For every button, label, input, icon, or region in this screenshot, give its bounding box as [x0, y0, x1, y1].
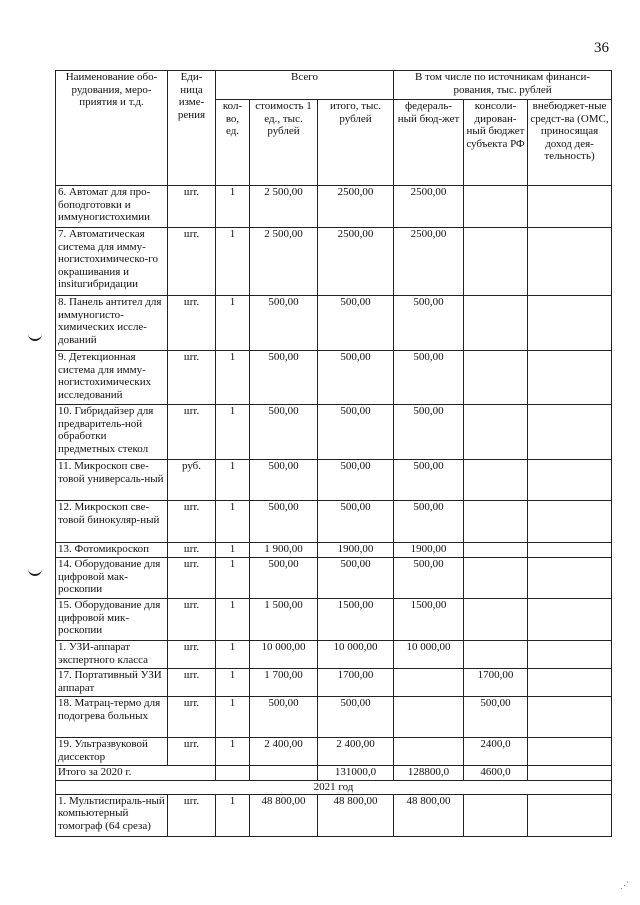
- cell-federal: [394, 738, 464, 766]
- cell-unit: шт.: [168, 351, 216, 405]
- cell-offbudget: [528, 599, 612, 641]
- totals-federal: 128800,0: [394, 766, 464, 781]
- table-row: [56, 351, 612, 405]
- cell-offbudget: [528, 405, 612, 460]
- cell-consolidated: [464, 599, 528, 641]
- cell-qty: 1: [216, 501, 250, 543]
- cell-name: 10. Гибридайзер для предваритель-ной обработки предметных стекол: [56, 405, 168, 460]
- cell-qty: 1: [216, 405, 250, 460]
- section-row: [56, 781, 612, 795]
- cell-unit: шт.: [168, 599, 216, 641]
- totals-consolidated: 4600,0: [464, 766, 528, 781]
- cell-qty: 1: [216, 460, 250, 501]
- cell-unit: шт.: [168, 738, 216, 766]
- table-row: [56, 501, 612, 543]
- cell-total: 500,00: [318, 296, 394, 351]
- cell-federal: 2500,00: [394, 228, 464, 296]
- cell-name: 6. Автомат для про-боподготовки и иммуногистохимии: [56, 186, 168, 228]
- cell-unit: шт.: [168, 296, 216, 351]
- cell-name: 8. Панель антител для иммуногисто-химических иссле-дований: [56, 296, 168, 351]
- cell-consolidated: [464, 186, 528, 228]
- cell-consolidated: [464, 501, 528, 543]
- page-number: 36: [594, 40, 609, 56]
- cell-offbudget: [528, 228, 612, 296]
- cell-unit: шт.: [168, 405, 216, 460]
- cell-unit: шт.: [168, 228, 216, 296]
- cell-qty: 1: [216, 351, 250, 405]
- cell-unit-cost: 500,00: [250, 558, 318, 599]
- cell-unit-cost: 500,00: [250, 697, 318, 738]
- table-row: [56, 738, 612, 766]
- table-row: [56, 296, 612, 351]
- cell-offbudget: [528, 669, 612, 697]
- table-row: [56, 186, 612, 228]
- table-row: [56, 558, 612, 599]
- cell-unit-cost: 2 400,00: [250, 738, 318, 766]
- cell-unit: шт.: [168, 186, 216, 228]
- cell-offbudget: [528, 697, 612, 738]
- cell-total: 500,00: [318, 405, 394, 460]
- cell-federal: 500,00: [394, 460, 464, 501]
- cell-consolidated: [464, 641, 528, 669]
- cell-offbudget: [528, 738, 612, 766]
- cell-unit: шт.: [168, 501, 216, 543]
- cell-name: 9. Детекционная система для имму-ногистохимических исследований: [56, 351, 168, 405]
- table-row: [56, 641, 612, 669]
- table-row: [56, 669, 612, 697]
- col-header-unit-cost: стоимость 1 ед., тыс. рублей: [250, 100, 318, 186]
- cell-consolidated: [464, 558, 528, 599]
- cell-consolidated: [464, 460, 528, 501]
- cell-federal: 500,00: [394, 296, 464, 351]
- cell-federal: [394, 669, 464, 697]
- cell-qty: 1: [216, 697, 250, 738]
- cell-name: 14. Оборудование для цифровой мак-роскопии: [56, 558, 168, 599]
- cell-consolidated: 1700,00: [464, 669, 528, 697]
- col-header-unit: Еди-ница изме-рения: [168, 71, 216, 186]
- col-header-offbudget: внебюджет-ные средст-ва (ОМС, приносящая доход дея-тельность): [528, 100, 612, 186]
- cell-consolidated: [464, 794, 528, 836]
- table-row: [56, 599, 612, 641]
- cell-consolidated: [464, 228, 528, 296]
- table-row: [56, 697, 612, 738]
- totals-total: 131000,0: [318, 766, 394, 781]
- cell-unit-cost: 10 000,00: [250, 641, 318, 669]
- cell-federal: 500,00: [394, 351, 464, 405]
- cell-qty: 1: [216, 186, 250, 228]
- cell-offbudget: [528, 794, 612, 836]
- cell-offbudget: [528, 543, 612, 558]
- cell-unit-cost: 1 700,00: [250, 669, 318, 697]
- cell-total: 48 800,00: [318, 794, 394, 836]
- cell-consolidated: 500,00: [464, 697, 528, 738]
- cell-offbudget: [528, 351, 612, 405]
- cell-unit-cost: 2 500,00: [250, 228, 318, 296]
- cell-total: 500,00: [318, 351, 394, 405]
- cell-federal: 500,00: [394, 405, 464, 460]
- cell-unit-cost: 2 500,00: [250, 186, 318, 228]
- cell-qty: 1: [216, 738, 250, 766]
- cell-offbudget: [528, 186, 612, 228]
- cell-name: 12. Микроскоп све-товой бинокуляр-ный: [56, 501, 168, 543]
- cell-unit-cost: 48 800,00: [250, 794, 318, 836]
- col-header-sources: В том числе по источникам финанси-рования, тыс. рублей: [394, 71, 612, 100]
- cell-qty: 1: [216, 794, 250, 836]
- cell-qty: 1: [216, 558, 250, 599]
- cell-unit-cost: 500,00: [250, 351, 318, 405]
- table-body-2020: [56, 186, 612, 766]
- cell-unit: шт.: [168, 558, 216, 599]
- totals-offbudget: [528, 766, 612, 781]
- totals-label: Итого за 2020 г.: [56, 766, 216, 781]
- cell-federal: 1500,00: [394, 599, 464, 641]
- cell-total: 2500,00: [318, 228, 394, 296]
- cell-unit-cost: 500,00: [250, 460, 318, 501]
- cell-total: 500,00: [318, 501, 394, 543]
- cell-federal: 10 000,00: [394, 641, 464, 669]
- table-row: [56, 228, 612, 296]
- totals-row: [56, 766, 612, 781]
- col-header-total-cost: итого, тыс. рублей: [318, 100, 394, 186]
- cell-offbudget: [528, 558, 612, 599]
- cell-qty: 1: [216, 543, 250, 558]
- cell-federal: 500,00: [394, 558, 464, 599]
- cell-qty: 1: [216, 296, 250, 351]
- section-2021-label: 2021 год: [56, 781, 612, 795]
- table-row: [56, 405, 612, 460]
- cell-total: 10 000,00: [318, 641, 394, 669]
- equipment-table: [55, 70, 612, 837]
- cell-qty: 1: [216, 599, 250, 641]
- table-row: [56, 460, 612, 501]
- cell-qty: 1: [216, 641, 250, 669]
- cell-name: 11. Микроскоп све-товой универсаль-ный: [56, 460, 168, 501]
- col-header-name: Наименование обо-рудования, меро-приятия и т.д.: [56, 71, 168, 186]
- cell-unit: шт.: [168, 543, 216, 558]
- cell-name: 17. Портативный УЗИ аппарат: [56, 669, 168, 697]
- cell-total: 1500,00: [318, 599, 394, 641]
- cell-qty: 1: [216, 228, 250, 296]
- cell-unit-cost: 500,00: [250, 296, 318, 351]
- cell-name: 19. Ультразвуковой диссектор: [56, 738, 168, 766]
- cell-name: 15. Оборудование для цифровой мик-роскопии: [56, 599, 168, 641]
- table-totals: [56, 766, 612, 795]
- cell-qty: 1: [216, 669, 250, 697]
- cell-name: 13. Фотомикроскоп: [56, 543, 168, 558]
- cell-federal: 1900,00: [394, 543, 464, 558]
- cell-name: 7. Автоматическая система для имму-ногистохимическо-го окрашивания и insituгибридации: [56, 228, 168, 296]
- cell-name: 18. Матрац-термо для подогрева больных: [56, 697, 168, 738]
- cell-unit: шт.: [168, 794, 216, 836]
- cell-unit-cost: 500,00: [250, 501, 318, 543]
- cell-name: 1. УЗИ-аппарат экспертного класса: [56, 641, 168, 669]
- cell-total: 1900,00: [318, 543, 394, 558]
- cell-offbudget: [528, 296, 612, 351]
- cell-unit-cost: 1 500,00: [250, 599, 318, 641]
- cell-consolidated: [464, 405, 528, 460]
- cell-total: 2500,00: [318, 186, 394, 228]
- cell-federal: 48 800,00: [394, 794, 464, 836]
- margin-mark: [28, 567, 42, 576]
- cell-consolidated: 2400,0: [464, 738, 528, 766]
- cell-unit: руб.: [168, 460, 216, 501]
- cell-federal: 500,00: [394, 501, 464, 543]
- cell-total: 500,00: [318, 558, 394, 599]
- cell-consolidated: [464, 296, 528, 351]
- table-row: [56, 794, 612, 836]
- margin-mark: [28, 332, 42, 341]
- cell-total: 500,00: [318, 460, 394, 501]
- cell-total: 1700,00: [318, 669, 394, 697]
- cell-unit: шт.: [168, 697, 216, 738]
- col-header-federal: федераль-ный бюд-жет: [394, 100, 464, 186]
- cell-unit-cost: 500,00: [250, 405, 318, 460]
- table-body-2021: [56, 794, 612, 836]
- scan-artifact: ⋰: [620, 880, 629, 890]
- cell-total: 500,00: [318, 697, 394, 738]
- cell-name: 1. Мультиспираль-ный компьютерный томограф (64 среза): [56, 794, 168, 836]
- cell-unit: шт.: [168, 669, 216, 697]
- cell-total: 2 400,00: [318, 738, 394, 766]
- cell-offbudget: [528, 641, 612, 669]
- cell-unit: шт.: [168, 641, 216, 669]
- cell-unit-cost: 1 900,00: [250, 543, 318, 558]
- table-row: [56, 543, 612, 558]
- cell-consolidated: [464, 543, 528, 558]
- cell-federal: [394, 697, 464, 738]
- cell-consolidated: [464, 351, 528, 405]
- cell-offbudget: [528, 501, 612, 543]
- col-header-qty: кол-во, ед.: [216, 100, 250, 186]
- col-header-total: Всего: [216, 71, 394, 100]
- cell-federal: 2500,00: [394, 186, 464, 228]
- cell-offbudget: [528, 460, 612, 501]
- col-header-consolidated: консоли-дирован-ный бюджет субъекта РФ: [464, 100, 528, 186]
